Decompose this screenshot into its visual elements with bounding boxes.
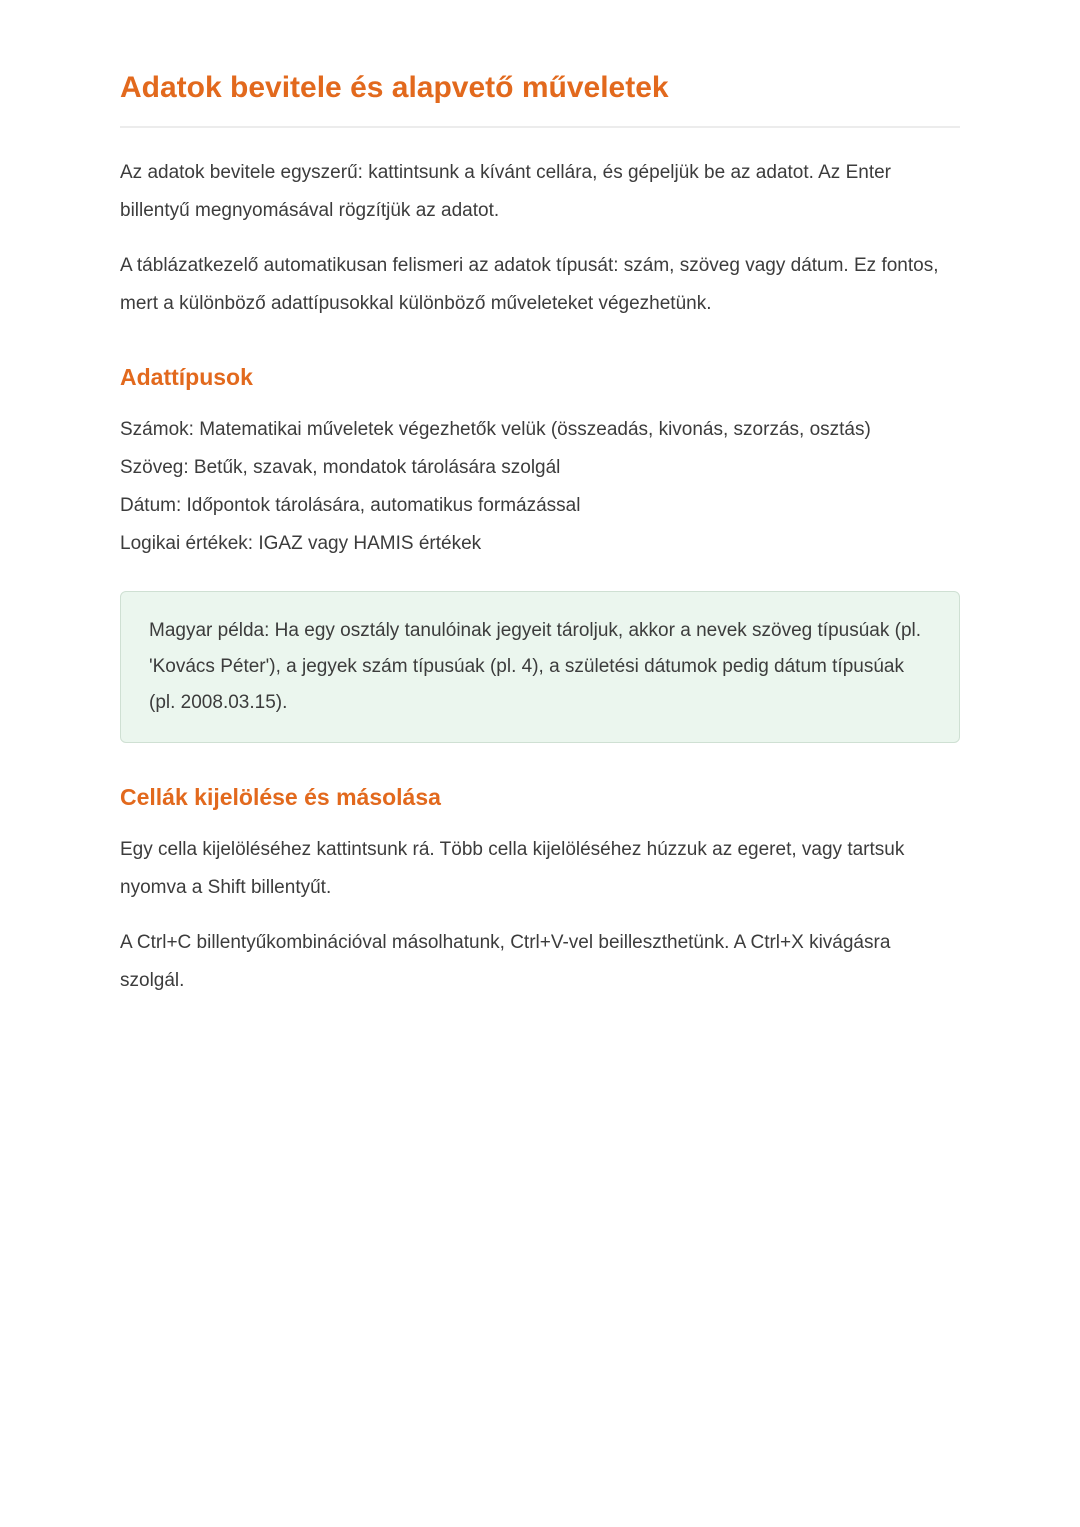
article-content — [120, 0, 960, 1000]
intro-paragraph-2: A táblázatkezelő automatikusan felismeri az adatok típusát: szám, szöveg vagy dátum. Ez fontos, mert a különböző adattípusokkal különböző műveleteket végezhetünk. — [120, 255, 939, 314]
selection-paragraph-2: A Ctrl+C billentyűkombinációval másolhatunk, Ctrl+V-vel beilleszthetünk. A Ctrl+X kivágásra szolgál. — [120, 932, 891, 991]
page-title: Adatok bevitele és alapvető műveletek — [120, 71, 669, 104]
data-type-item-text: Szöveg: Betűk, szavak, mondatok tárolására szolgál — [120, 457, 561, 478]
example-callout — [120, 591, 960, 743]
data-type-list — [120, 411, 960, 563]
title-divider — [120, 126, 960, 128]
section-heading-selection: Cellák kijelölése és másolása — [120, 784, 441, 810]
example-callout-text: Magyar példa: Ha egy osztály tanulóinak jegyeit tároljuk, akkor a nevek szöveg típusúak (pl. 'Kovács Péter'), a jegyek szám típusúak (pl. 4), a születési dátumok pedig dátum típusúak (pl. 2008.03.15). — [149, 620, 922, 713]
selection-paragraph-1: Egy cella kijelöléséhez kattintsunk rá. Több cella kijelöléséhez húzzuk az egeret, vagy tartsuk nyomva a Shift billentyűt. — [120, 839, 905, 898]
section-heading-data-types: Adattípusok — [120, 364, 253, 390]
data-type-item-numbers: Számok: Matematikai műveletek végezhetők velük (összeadás, kivonás, szorzás, osztás) — [120, 419, 871, 440]
data-type-item-date: Dátum: Időpontok tárolására, automatikus formázással — [120, 495, 581, 516]
data-type-item-boolean: Logikai értékek: IGAZ vagy HAMIS értékek — [120, 533, 482, 554]
intro-paragraph-1: Az adatok bevitele egyszerű: kattintsunk a kívánt cellára, és gépeljük be az adatot. Az Enter billentyű megnyomásával rögzítjük az adatot. — [120, 162, 892, 221]
